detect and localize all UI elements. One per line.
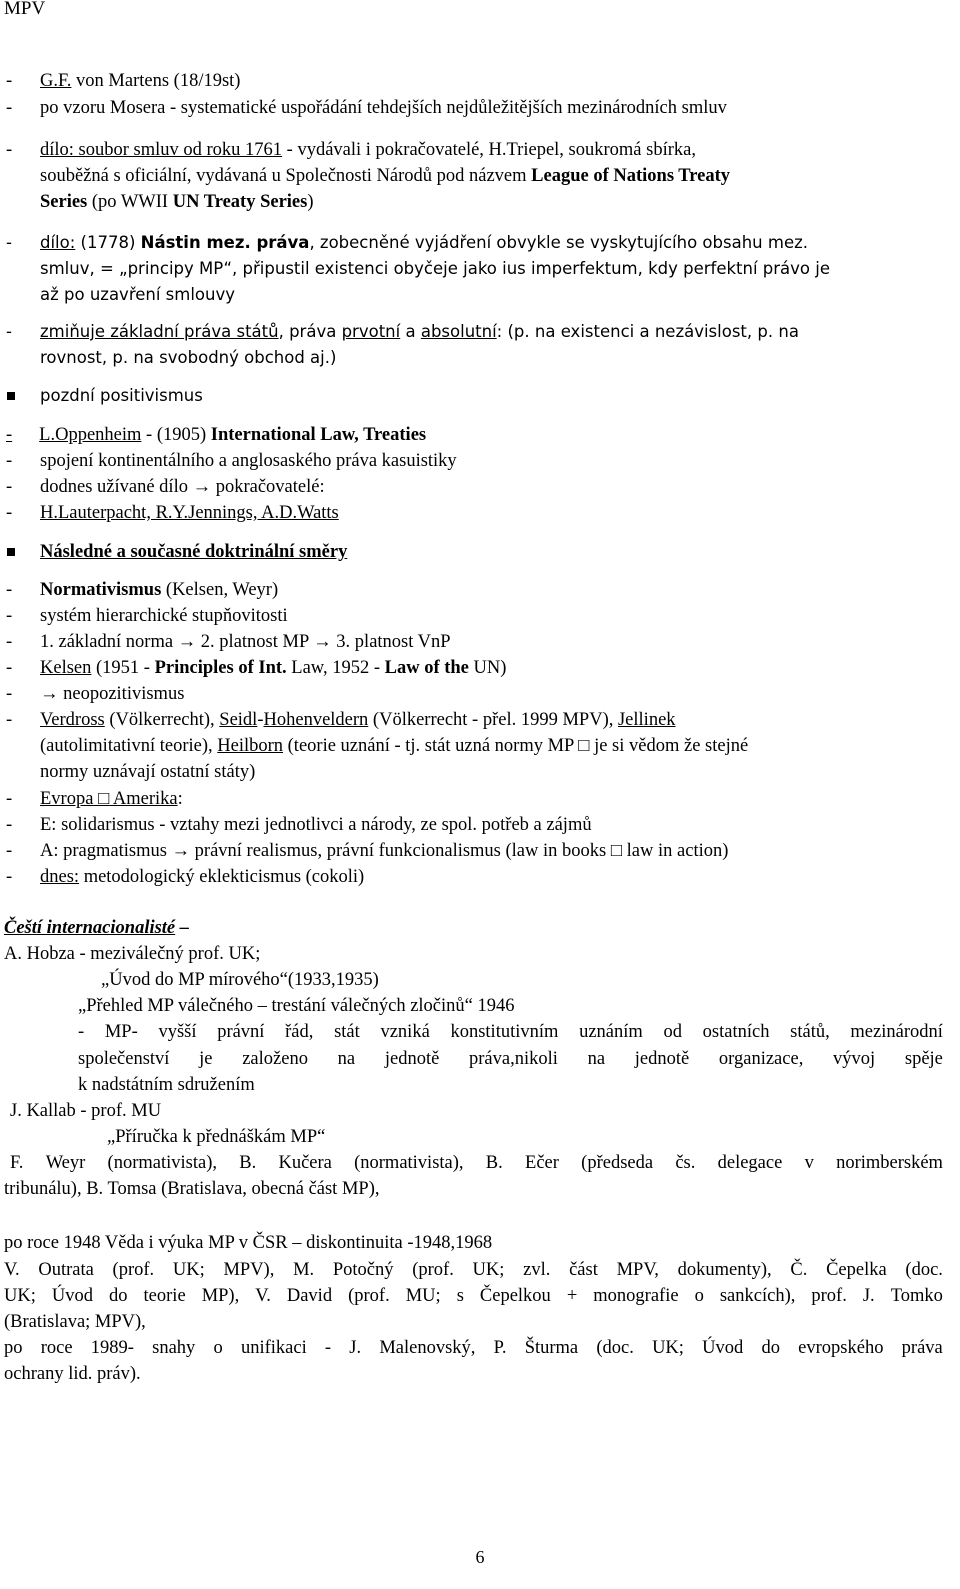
word: (předseda [581, 1153, 654, 1173]
word: dokumenty), [677, 1260, 772, 1280]
text-line-spolecenstvi [78, 1049, 943, 1070]
word: M. [293, 1260, 315, 1280]
word: 1989- [90, 1338, 134, 1358]
text-line-weyr [10, 1153, 943, 1174]
word: MPV, [616, 1260, 659, 1280]
text-line-normy: normy uznávají ostatní státy) [40, 762, 256, 782]
word: vývoj [833, 1049, 876, 1069]
word: o [213, 1338, 223, 1358]
word: řád, [285, 1022, 314, 1042]
text-line-series: Series (po WWII UN Treaty Series) [40, 192, 314, 212]
word: konstitutivním [450, 1022, 559, 1042]
word: MU; [405, 1286, 441, 1306]
text-line-mp-vyssi [78, 1022, 943, 1043]
page-number: 6 [475, 1547, 485, 1567]
word: spěje [904, 1049, 943, 1069]
text-line-nadstatni: k nadstátním sdružením [78, 1075, 255, 1095]
word: vzniká [380, 1022, 430, 1042]
word: do [109, 1286, 128, 1306]
word: J. [862, 1286, 875, 1306]
bullet-line-pragmatismus: - A: pragmatismus → právní realismus, právní funkcionalismus (law in books □ law in action) [6, 841, 729, 861]
word: evropského [798, 1338, 884, 1358]
word: + [566, 1286, 578, 1306]
bullet-line-neopozitivismus: - → neopozitivismus [6, 684, 185, 704]
word: je [199, 1049, 213, 1069]
text-line-po-roce-1948: po roce 1948 Věda i výuka MP v ČSR – diskontinuita -1948,1968 [4, 1233, 493, 1253]
word: sankcích), [719, 1286, 796, 1306]
word: delegace [717, 1153, 783, 1173]
section-heading-pozdni-positivismus: pozdní positivismus [40, 386, 203, 405]
text-line-hobza: A. Hobza - meziválečný prof. UK; [4, 944, 261, 964]
word: jednotě [634, 1049, 690, 1069]
word: (prof. [112, 1260, 155, 1280]
word: F. [10, 1153, 24, 1173]
word: (prof. [348, 1286, 390, 1306]
text-line-prirucka: „Příručka k přednáškám MP“ [107, 1127, 326, 1147]
text-line-ochrany: ochrany lid. práv). [4, 1364, 141, 1384]
word: Úvod [702, 1338, 744, 1358]
word: uznáním [579, 1022, 643, 1042]
word: (doc. [596, 1338, 634, 1358]
word: teorie [143, 1286, 186, 1306]
text-line-prehled-valecny: „Přehled MP válečného – trestání válečných zločinů“ 1946 [78, 996, 515, 1016]
word: založeno [242, 1049, 308, 1069]
word: UK; [472, 1260, 505, 1280]
word: část [569, 1260, 598, 1280]
word: UK; [172, 1260, 205, 1280]
bullet-line-system: - systém hierarchické stupňovitosti [6, 606, 288, 626]
bullet-line-oppenheim: -L.Oppenheim - (1905) International Law, Treaties [6, 425, 427, 445]
word: MP- [104, 1022, 138, 1042]
word: Malenovský, [379, 1338, 476, 1358]
word: Čepelka [826, 1260, 887, 1280]
text-line-po-roce-1989 [4, 1338, 943, 1359]
word: David [286, 1286, 333, 1306]
word: čs. [675, 1153, 696, 1173]
bullet-line-kelsen: - Kelsen (1951 - Principles of Int. Law, 1952 - Law of the UN) [6, 658, 507, 678]
word: unifikaci [240, 1338, 307, 1358]
text-line-david [4, 1286, 943, 1307]
word: UK; [4, 1286, 36, 1306]
text-line-outrata [4, 1260, 943, 1281]
word: Outrata [38, 1260, 94, 1280]
section-heading-cesti-internacionaliste: Čeští internacionalisté – [4, 918, 190, 938]
word: J. [349, 1338, 362, 1358]
word: snahy [152, 1338, 196, 1358]
word: UK; [652, 1338, 684, 1358]
text-line-uzavreni: až po uzavření smlouvy [40, 285, 236, 304]
word: po [4, 1338, 23, 1358]
word: vyšší [158, 1022, 197, 1042]
word: MPV), [223, 1260, 275, 1280]
word: B. [239, 1153, 257, 1173]
bullet-line-dodnes: - dodnes užívané dílo → pokračovatelé: [6, 477, 325, 497]
word: jednotě [384, 1049, 440, 1069]
word: (prof. [412, 1260, 454, 1280]
word: (normativista), [107, 1153, 217, 1173]
word: ostatních [702, 1022, 770, 1042]
bullet-line-zakladni-norma: - 1. základní norma → 2. platnost MP → 3. platnost VnP [6, 632, 451, 652]
text-line-league: souběžná s oficiální, vydávaná u Společnosti Národů pod názvem League of Nations Treaty [40, 166, 731, 186]
word: o [694, 1286, 704, 1306]
word: B. [485, 1153, 503, 1173]
bullet-line-mosera: - po vzoru Mosera - systematické uspořádání tehdejších nejdůležitějších mezinárodních smluv [6, 98, 727, 118]
word: - [78, 1022, 85, 1042]
bullet-line-normativismus: - Normativismus (Kelsen, Weyr) [6, 580, 279, 600]
bullet-line-dnes: - dnes: metodologický eklekticismus (cokoli) [6, 867, 365, 887]
bullet-line-martens: - G.F. von Martens (18/19st) [6, 71, 241, 91]
word: Weyr [45, 1153, 86, 1173]
word: monografie [593, 1286, 679, 1306]
bullet-line-nastin: - dílo: (1778) Nástin mez. práva, zobecněné vyjádření obvykle se vyskytujícího obsahu mez. [6, 233, 808, 252]
text-line-heilborn: (autolimitativní teorie), Heilborn (teorie uznání - tj. stát uzná normy MP □ je si vědom že stejné [40, 736, 749, 756]
word: v [804, 1153, 814, 1173]
page-header: MPV [4, 0, 46, 19]
missing-glyph-icon: □ [573, 736, 590, 756]
bullet-line-verdross: - Verdross (Völkerrecht), Seidl-Hohenveldern (Völkerrecht - přel. 1999 MPV), Jellinek [6, 710, 676, 730]
word: P. [493, 1338, 507, 1358]
word: (normativista), [354, 1153, 464, 1173]
section-heading-doktrinalni-smery: Následné a současné doktrinální směry [40, 542, 348, 562]
word: Šturma [524, 1338, 579, 1358]
text-line-kallab: J. Kallab - prof. MU [10, 1101, 162, 1121]
word: Čepelkou [479, 1286, 551, 1306]
bullet-line-dilo-smluv: - dílo: soubor smluv od roku 1761 - vydávali i pokračovatelé, H.Triepel, soukromá sbírka, [6, 140, 696, 160]
word: států, [790, 1022, 830, 1042]
word: Ečer [525, 1153, 559, 1173]
word: práva [901, 1338, 943, 1358]
missing-glyph-icon: □ [606, 841, 623, 861]
word: roce [40, 1338, 73, 1358]
word: - [324, 1338, 332, 1358]
word: Úvod [51, 1286, 94, 1306]
word: organizace, [718, 1049, 804, 1069]
text-line-tribunal: tribunálu), B. Tomsa (Bratislava, obecná část MP), [4, 1179, 380, 1199]
word: MP), [201, 1286, 240, 1306]
text-line-uvod-mirovy: „Úvod do MP mírového“(1933,1935) [101, 970, 379, 990]
word: (doc. [905, 1260, 943, 1280]
word: V. [4, 1260, 20, 1280]
word: na [587, 1049, 606, 1069]
word: s [456, 1286, 464, 1306]
word: mezinárodní [850, 1022, 943, 1042]
word: prof. [811, 1286, 847, 1306]
bullet-line-spojeni: - spojení kontinentálního a anglosaského práva kasuistiky [6, 451, 457, 471]
missing-glyph-icon: □ [93, 789, 110, 809]
word: od [663, 1022, 682, 1042]
bullet-line-solidarismus: - E: solidarismus - vztahy mezi jednotlivci a národy, ze spol. potřeb a zájmů [6, 815, 592, 835]
bullet-line-lauterpacht: - H.Lauterpacht, R.Y.Jennings, A.D.Watts [6, 503, 339, 523]
text-line-bratislava: (Bratislava; MPV), [4, 1312, 146, 1332]
word: právní [217, 1022, 265, 1042]
word: V. [255, 1286, 271, 1306]
word: stát [334, 1022, 360, 1042]
word: do [761, 1338, 780, 1358]
word: společenství [78, 1049, 170, 1069]
bullet-line-evropa: - Evropa □ Amerika: [6, 789, 183, 809]
word: práva,nikoli [469, 1049, 558, 1069]
bullet-line-zakladni-prava: - zmiňuje základní práva států, práva prvotní a absolutní: (p. na existenci a nezávislost, p. na [6, 322, 799, 341]
word: norimberském [836, 1153, 943, 1173]
word: Č. [790, 1260, 808, 1280]
word: na [337, 1049, 356, 1069]
square-bullet-icon [7, 548, 15, 556]
word: Potočný [332, 1260, 394, 1280]
square-bullet-icon [7, 392, 15, 400]
word: Tomko [890, 1286, 943, 1306]
text-line-principy: smluv, = „principy MP“, připustil existenci obyčeje jako ius imperfektum, kdy perfektní právo je [40, 259, 831, 278]
word: zvl. [523, 1260, 551, 1280]
word: Kučera [278, 1153, 332, 1173]
text-line-rovnost: rovnost, p. na svobodný obchod aj.) [40, 348, 337, 367]
